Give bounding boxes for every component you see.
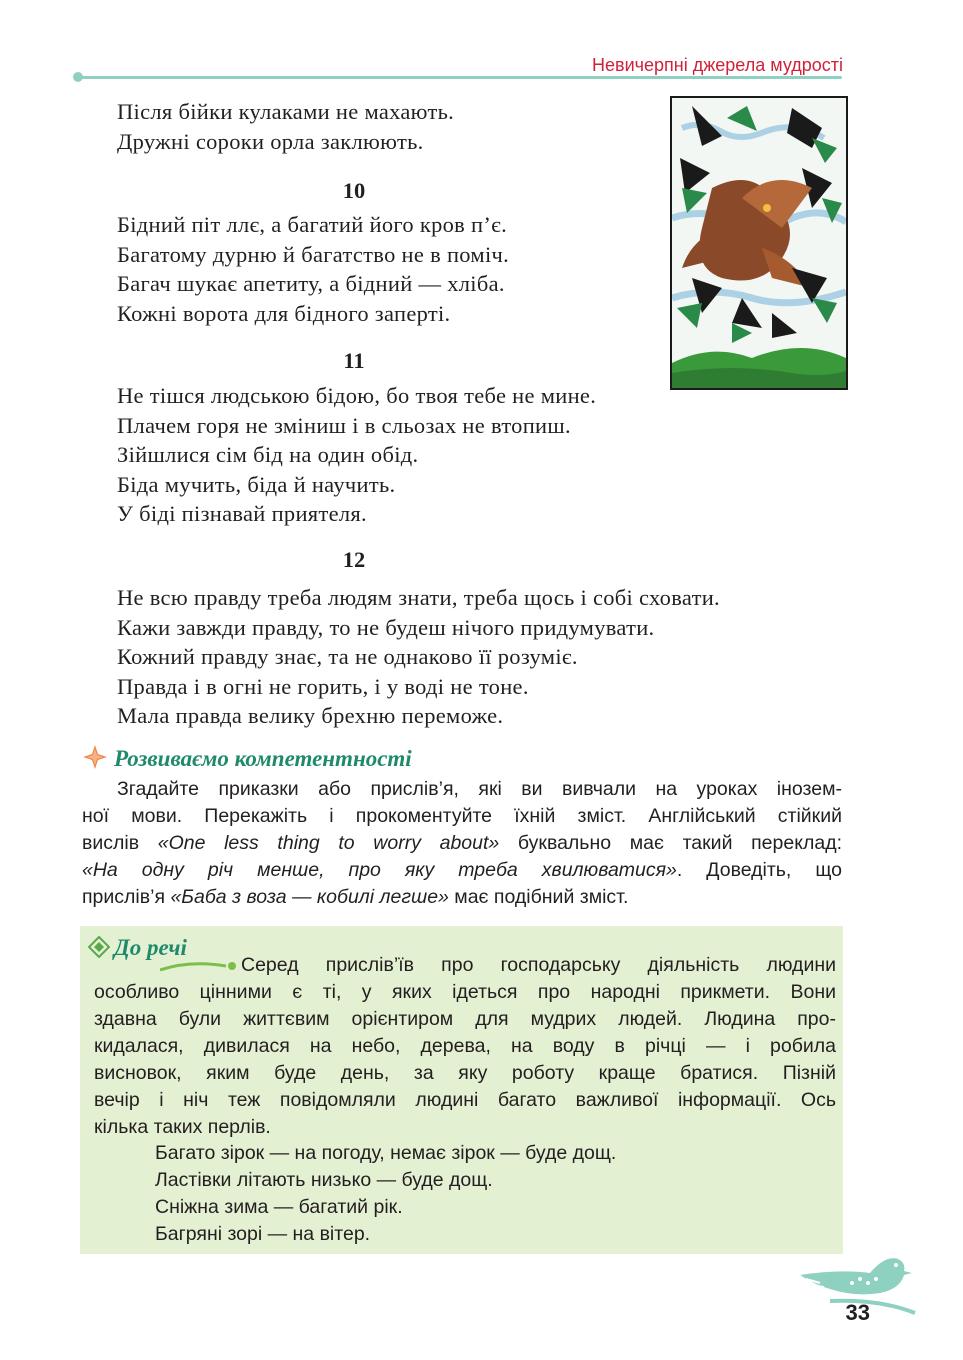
paragraph-line: кілька таких перлів. — [94, 1116, 271, 1138]
omen-item: Багряні зорі — на вітер. — [155, 1223, 371, 1245]
proverb-line: Кожний правду знає, та не однаково її розуміє. — [117, 644, 578, 669]
omens-list — [155, 1140, 616, 1248]
proverb-line: Бідний піт ллє, а багатий його кров п’є. — [117, 212, 508, 237]
competence-heading-text: Розвиваємо компетентності — [114, 746, 412, 771]
paragraph-line: вислів «One less thing to worry about» буквально має такий переклад: — [82, 832, 842, 854]
page-number: 33 — [845, 1300, 870, 1325]
paragraph-line: Серед прислів’їв про господарську діяльність людини — [241, 954, 836, 976]
proverb-line: Зійшлися сім бід на один обід. — [117, 442, 419, 467]
proverb-line: Кажи завжди правду, то не будеш нічого придумувати. — [117, 614, 655, 640]
proverb-line: Мала правда велику брехню переможе. — [117, 703, 504, 728]
paragraph-line: «На одну річ менше, про яку треба хвилюватися». Доведіть, що — [82, 859, 842, 881]
proverb-line: Після бійки кулаками не махають. — [117, 99, 455, 124]
magpies-eagle-illustration — [670, 96, 848, 390]
competence-heading — [82, 744, 412, 776]
proverb-line: Кожні ворота для бідного заперті. — [117, 300, 451, 326]
proverb-line: Плачем горя не зміниш і в сльозах не втопиш. — [117, 412, 571, 438]
proverb-line: Не тішся людською бідою, бо твоя тебе не мине. — [117, 383, 597, 408]
proverb-block-11 — [117, 381, 596, 529]
proverb-block-10 — [117, 210, 509, 328]
by-the-way-paragraph — [94, 952, 836, 1141]
proverb-line: Багатому дурню й багатство не в поміч. — [117, 241, 510, 267]
section-number: 11 — [343, 348, 365, 373]
paragraph-line: прислів’я «Баба з воза — кобилі легше» має подібний зміст. — [82, 886, 629, 908]
paragraph-line: кидалася, дивилася на небо, дерева, на воду в річці — і робила — [94, 1035, 836, 1057]
proverb-block-intro — [117, 97, 454, 156]
omen-item: Сніжна зима — багатий рік. — [155, 1196, 403, 1218]
proverb-line: Правда і в огні не горить, і у воді не тоне. — [117, 673, 529, 699]
paragraph-line: здавна були життєвим орієнтиром для мудрих людей. Людина про- — [94, 1008, 836, 1030]
paragraph-line: вечір і ніч теж повідомляли людині багато важливої інформації. Ось — [94, 1089, 836, 1111]
proverb-line: У біді пізнавай приятеля. — [117, 501, 367, 526]
running-header: Невичерпні джерела мудрості — [592, 55, 843, 75]
proverb-block-12 — [117, 583, 720, 731]
omen-item: Ластівки літають низько — буде дощ. — [155, 1169, 493, 1191]
paragraph-line: особливо цінними є ті, у яких ідеться про народні прикмети. Вони — [94, 981, 836, 1003]
section-number: 10 — [342, 178, 366, 203]
paragraph-line: Згадайте приказки або прислів’я, які ви вивчали на уроках інозем- — [117, 778, 842, 800]
header-rule — [78, 76, 842, 79]
proverb-line: Дружні сороки орла заклюють. — [117, 128, 424, 154]
proverb-line: Біда мучить, біда й научить. — [117, 471, 396, 497]
by-the-way-heading-text: До речі — [114, 935, 187, 960]
proverb-line: Не всю правду треба людям знати, треба щось і собі сховати. — [117, 585, 720, 610]
paragraph-line: висновок, яким буде день, за яку роботу краще братися. Пізній — [94, 1062, 836, 1084]
proverb-line: Багач шукає апетиту, а бідний — хліба. — [117, 271, 505, 296]
paragraph-line: ної мови. Перекажіть і прокоментуйте їхній зміст. Англійський стійкий — [82, 805, 842, 827]
competence-paragraph — [82, 776, 842, 911]
orange-star-icon — [82, 744, 108, 776]
section-number: 12 — [342, 547, 366, 572]
omen-item: Багато зірок — на погоду, немає зірок — буде дощ. — [155, 1142, 617, 1164]
